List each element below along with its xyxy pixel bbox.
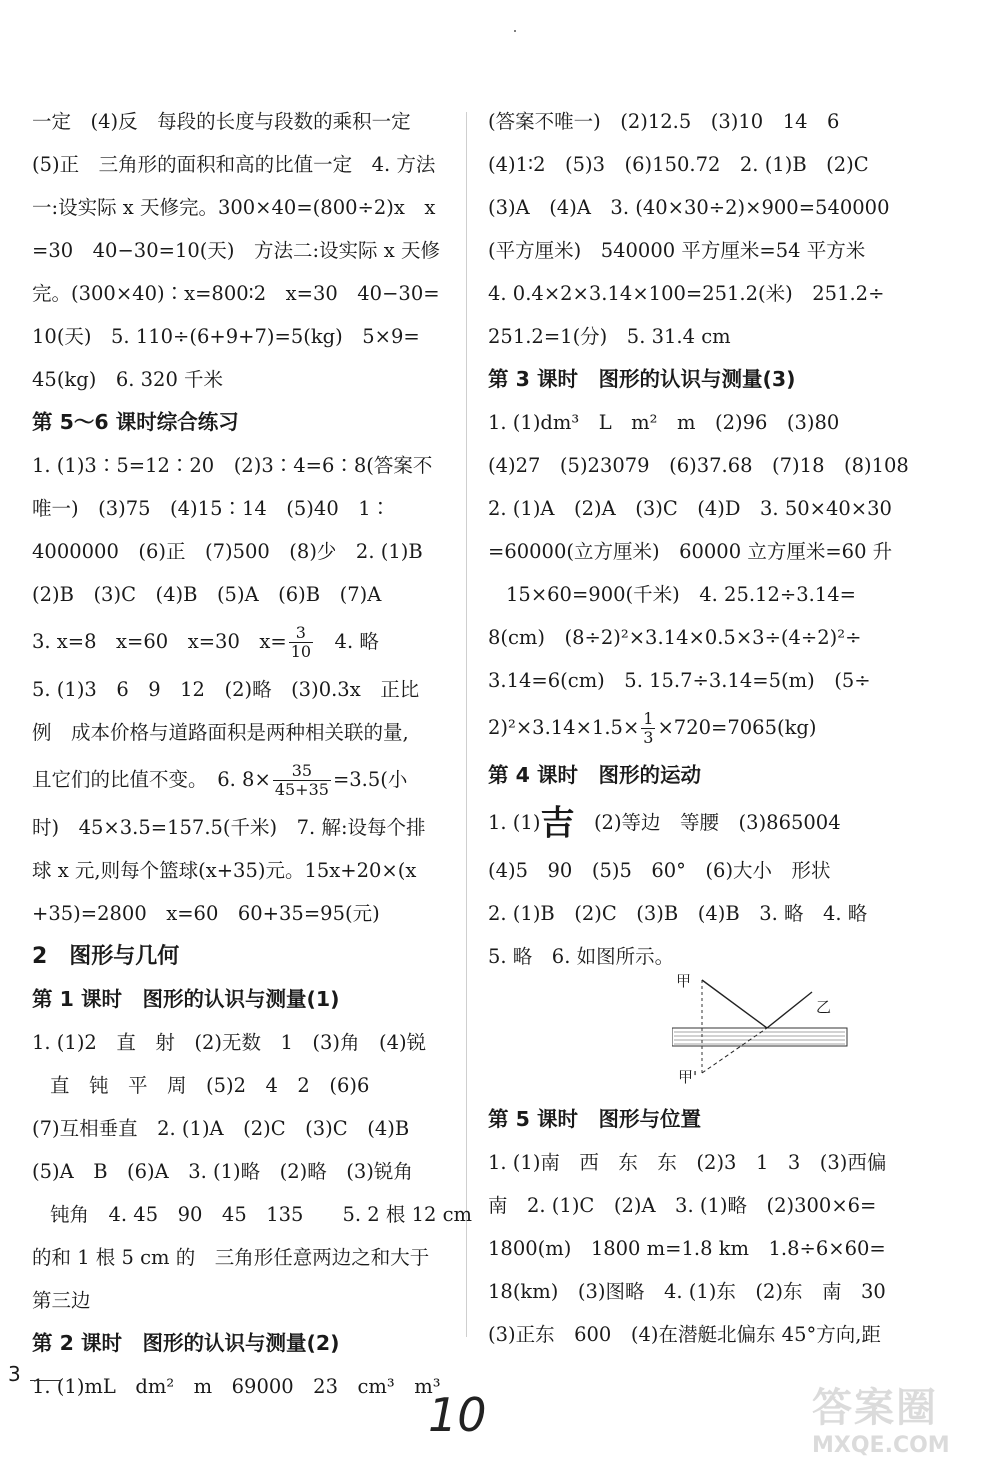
watermark-url: MXQE.COM (812, 1433, 950, 1458)
text-line: 唯一) (3)75 (4)15∶14 (5)40 1∶ (32, 497, 391, 520)
image-line (702, 1028, 767, 1073)
water-surface (672, 1028, 847, 1046)
text-segment: 3. x=8 x=60 x=30 x= (32, 630, 287, 653)
fraction-numerator: 35 (273, 762, 331, 781)
text-line: (4)1∶2 (5)3 (6)150.72 2. (1)B (2)C (488, 153, 869, 176)
text-segment: 4. 略 (315, 630, 379, 653)
text-line (488, 797, 906, 849)
text-line: (平方厘米) 540000 平方厘米=54 平方米 (488, 239, 866, 262)
page-number: 3 (8, 1362, 21, 1386)
text-line: 1. (1)dm³ L m² m (2)96 (3)80 (488, 411, 840, 434)
text-line: 251.2=1(分) 5. 31.4 cm (488, 325, 731, 348)
text-segment: =3.5(小 (332, 768, 408, 791)
text-line: 1. (1)mL dm² m 69000 23 cm³ m³ (32, 1375, 441, 1398)
text-line-with-fraction (488, 702, 906, 754)
text-line: (3)A (4)A 3. (40×30÷2)×900=540000 (488, 196, 890, 219)
text-line-with-fraction (32, 754, 450, 806)
text-line: 18(km) (3)图略 4. (1)东 (2)东 南 30 (488, 1280, 886, 1303)
print-dot (514, 30, 516, 32)
text-segment: 2)²×3.14×1.5× (488, 716, 640, 739)
text-line: 5. (1)3 6 9 12 (2)略 (3)0.3x 正比 (32, 678, 420, 701)
text-line: 45(kg) 6. 320 千米 (32, 368, 224, 391)
chapter-heading: 2 图形与几何 (32, 944, 180, 969)
text-line: 1. (1)2 直 射 (2)无数 1 (3)角 (4)锐 (32, 1031, 427, 1054)
fraction-numerator: 3 (289, 624, 313, 643)
text-line: 第三边 (32, 1289, 91, 1312)
text-line: 8(cm) (8÷2)²×3.14×0.5×3÷(4÷2)²÷ (488, 626, 862, 649)
text-line: (7)互相垂直 2. (1)A (2)C (3)C (4)B (32, 1117, 410, 1140)
text-line: (3)正东 600 (4)在潜艇北偏东 45°方向,距 (488, 1323, 881, 1346)
section-heading: 第 5～6 课时综合练习 (32, 410, 239, 434)
text-line: 1. (1)南 西 东 东 (2)3 1 3 (3)西偏 (488, 1151, 887, 1174)
point-label-jia-image: 甲' (678, 1068, 698, 1086)
text-line: 15×60=900(千米) 4. 25.12÷3.14= (506, 583, 856, 606)
text-line: =30 40−30=10(天) 方法二:设实际 x 天修 (32, 239, 440, 262)
text-line: 4. 0.4×2×3.14×100=251.2(米) 251.2÷ (488, 282, 885, 305)
column-divider (466, 112, 467, 1337)
text-line: (4)27 (5)23079 (6)37.68 (7)18 (8)108 (488, 454, 909, 477)
text-line: (5)正 三角形的面积和高的比值一定 4. 方法 (32, 153, 436, 176)
reflected-line (767, 992, 812, 1028)
text-line: 一:设实际 x 天修完。300×40=(800÷2)x x (32, 196, 436, 219)
left-column (32, 100, 472, 1408)
incident-line (702, 980, 767, 1028)
fraction-denominator: 10 (290, 642, 312, 661)
section-heading: 第 3 课时 图形的认识与测量(3) (488, 367, 796, 391)
point-label-jia: 甲 (676, 972, 692, 990)
section-heading: 第 1 课时 图形的认识与测量(1) (32, 987, 340, 1011)
text-segment: ×720=7065(kg) (657, 716, 817, 739)
reflection-figure (672, 968, 852, 1086)
water-hatching (674, 1032, 845, 1044)
text-line: 球 x 元,则每个篮球(x+35)元。15x+20×(x (32, 859, 417, 882)
fraction-numerator: 1 (643, 709, 654, 728)
text-line: (5)A B (6)A 3. (1)略 (2)略 (3)锐角 (32, 1160, 413, 1183)
text-line: 3.14=6(cm) 5. 15.7÷3.14=5(m) (5÷ (488, 669, 871, 692)
text-line: 时) 45×3.5=157.5(千米) 7. 解:设每个排 (32, 816, 426, 839)
text-line: 1. (1)3∶5=12∶20 (2)3∶4=6∶8(答案不 (32, 454, 433, 477)
text-line: 完。(300×40)∶x=800∶2 x=30 40−30= (32, 282, 440, 305)
text-segment: 1. (1) (488, 811, 541, 834)
text-line: (答案不唯一) (2)12.5 (3)10 14 6 (488, 110, 840, 133)
section-heading: 第 4 课时 图形的运动 (488, 763, 702, 787)
text-line: 4000000 (6)正 (7)500 (8)少 2. (1)B (32, 540, 423, 563)
section-heading: 第 5 课时 图形与位置 (488, 1107, 702, 1131)
text-line: 南 2. (1)C (2)A 3. (1)略 (2)300×6= (488, 1194, 877, 1217)
reflection-diagram (672, 968, 852, 1083)
text-line: =60000(立方厘米) 60000 立方厘米=60 升 (488, 540, 893, 563)
symbol-character: 吉 (540, 803, 575, 844)
text-line: 2. (1)A (2)A (3)C (4)D 3. 50×40×30 (488, 497, 892, 520)
fraction-denominator: 3 (643, 728, 654, 747)
text-line: (2)B (3)C (4)B (5)A (6)B (7)A (32, 583, 382, 606)
text-line-with-fraction (32, 616, 450, 668)
text-line: 直 钝 平 周 (5)2 4 2 (6)6 (50, 1074, 370, 1097)
text-line: +35)=2800 x=60 60+35=95(元) (32, 902, 380, 925)
fraction (641, 710, 655, 747)
fraction (289, 624, 313, 661)
text-line: 例 成本价格与道路面积是两种相关联的量, (32, 721, 409, 744)
right-column (488, 100, 909, 1356)
fraction-denominator: 45+35 (274, 780, 329, 799)
fraction (273, 762, 331, 799)
text-line: 1800(m) 1800 m=1.8 km 1.8÷6×60= (488, 1237, 886, 1260)
text-line: 钝角 4. 45 90 45 135 5. 2 根 12 cm (50, 1203, 472, 1226)
text-line: 的和 1 根 5 cm 的 三角形任意两边之和大于 (32, 1246, 430, 1269)
text-segment: (2)等边 等腰 (3)865004 (574, 811, 841, 834)
section-heading: 第 2 课时 图形的认识与测量(2) (32, 1331, 340, 1355)
page-number-dash (30, 1380, 60, 1381)
text-line: 2. (1)B (2)C (3)B (4)B 3. 略 4. 略 (488, 902, 868, 925)
text-segment: 且它们的比值不变。 6. 8× (32, 768, 271, 791)
watermark-text: 答案圈 (812, 1385, 938, 1431)
text-line: 一定 (4)反 每段的长度与段数的乘积一定 (32, 110, 411, 133)
text-line: 5. 略 6. 如图所示。 (488, 945, 675, 968)
text-line: 10(天) 5. 110÷(6+9+7)=5(kg) 5×9= (32, 325, 420, 348)
text-line: (4)5 90 (5)5 60° (6)大小 形状 (488, 859, 831, 882)
watermark-logo (812, 1376, 992, 1466)
handwritten-mark: 10 (428, 1388, 487, 1442)
point-label-yi: 乙 (816, 998, 832, 1016)
